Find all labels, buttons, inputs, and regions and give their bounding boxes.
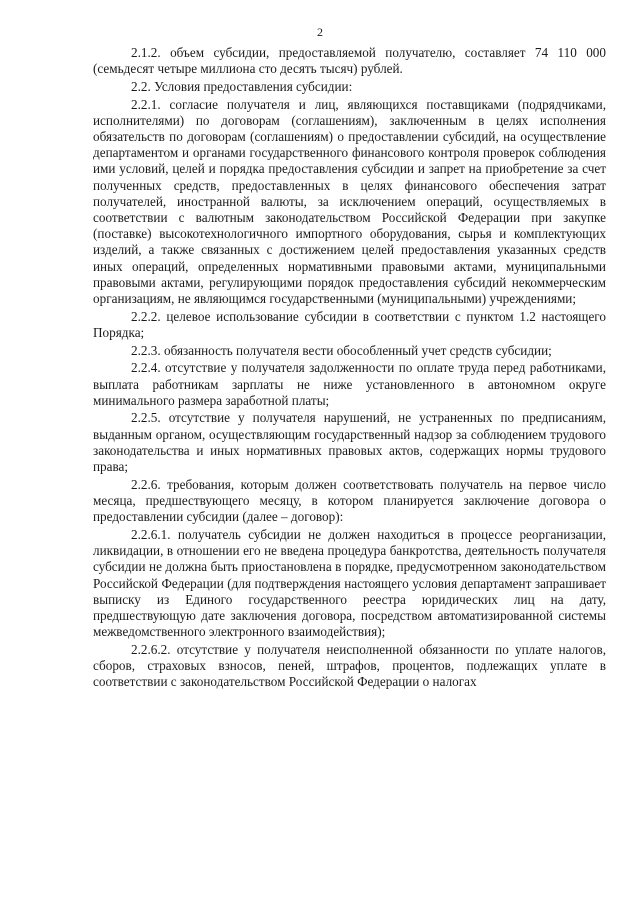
paragraph-2-2-6-1: 2.2.6.1. получатель субсидии не должен находиться в процессе реорганизации, ликвидации, в отношении его не введена процедура банкротства, деятельность получателя субсидии не должна быть приостановлена в порядке, предусмотренном законодательством Российской Федерации (для подтверждения настоящего условия департамент запрашивает выписку из Единого государственного реестра юридических лиц на дату, предшествующую дате заключения договора, посредством автоматизированной системы межведомственного электронного взаимодействия);: [93, 526, 606, 640]
paragraph-2-2-3: 2.2.3. обязанность получателя вести обособленный учет средств субсидии;: [131, 342, 552, 358]
paragraph-2-2: 2.2. Условия предоставления субсидии:: [131, 78, 353, 94]
paragraph-2-2-5: 2.2.5. отсутствие у получателя нарушений, не устраненных по предписаниям, выданным органом, осуществляющим государственный надзор за соблюдением трудового законодательства и иных нормативных правовых актов, содержащих нормы трудового права;: [93, 410, 606, 475]
document-body: [93, 45, 606, 692]
paragraph-2-2-6-2: 2.2.6.2. отсутствие у получателя неисполненной обязанности по уплате налогов, сборов, страховых взносов, пеней, штрафов, процентов, подлежащих уплате в соответствии с законодательством Российской Федерации о налогах: [93, 641, 606, 690]
paragraph-2-2-2: 2.2.2. целевое использование субсидии в соответствии с пунктом 1.2 настоящего Порядка;: [93, 308, 606, 340]
paragraph-2-1-2: 2.1.2. объем субсидии, предоставляемой получателю, составляет 74 110 000 (семьдесят четыре миллиона сто десять тысяч) рублей.: [93, 45, 606, 77]
page-number: 2: [317, 25, 323, 39]
paragraph-2-2-4: 2.2.4. отсутствие у получателя задолженности по оплате труда перед работниками, выплата работникам зарплаты не ниже установленного в автономном округе минимального размера заработной платы;: [93, 360, 606, 408]
paragraph-2-2-1: 2.2.1. согласие получателя и лиц, являющихся поставщиками (подрядчиками, исполнителями) по договорам (соглашениям), заключенным в целях исполнения обязательств по договорам (соглашениям) о предоставлении субсидий, на осуществление департаментом и органами государственного финансового контроля проверок соблюдения ими условий, целей и порядка предоставления субсидии и запрет на приобретение за счет полученных средств, предоставленных в целях финансового обеспечения затрат получателей, иностранной валюты, за исключением операций, осуществляемых в соответствии с валютным законодательством Российской Федерации при закупке (поставке) высокотехнологичного импортного оборудования, сырья и комплектующих изделий, а также связанных с достижением целей предоставления указанных средств иных операций, определенных нормативными правовыми актами, муниципальными правовыми актами, регулирующими порядок предоставления субсидий некоммерческим организациям, не являющимся государственными (муниципальными) учреждениями;: [93, 96, 606, 307]
paragraph-2-2-6: 2.2.6. требования, которым должен соответствовать получатель на первое число месяца, предшествующего месяцу, в котором планируется заключение договора о предоставлении субсидии (далее – договор):: [93, 476, 606, 525]
